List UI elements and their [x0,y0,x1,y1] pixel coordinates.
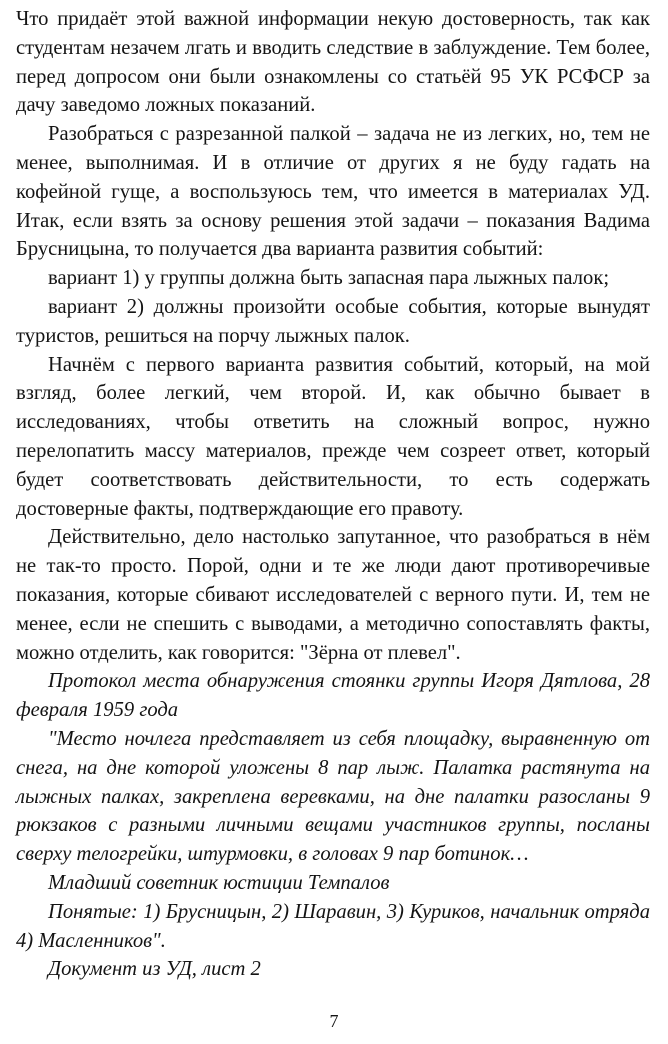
protocol-witnesses: Понятые: 1) Брусницын, 2) Шаравин, 3) Куриков, начальник отряда 4) Масленников". [16,900,650,952]
protocol-quote: "Место ночлега представляет из себя площадку, выравненную от снега, на дне которой уложены 8 пар лыж. Палатка растянута на лыжных палках, закреплена веревками, на дне палатки разосланы 9 рюкзаков с разными личными вещами участников группы, посланы сверху телогрейки, штурмовки, в головах 9 пар ботинок… [16,727,650,866]
paragraph-testimony-credibility: Что придаёт этой важной информации некую достоверность, так как студентам незачем лгать и вводить следствие в заблуждение. Тем более, перед допросом они были ознакомлены со статьёй 95 УК РСФСР за дачу заведомо ложных показаний. [16,8,650,117]
protocol-title: Протокол места обнаружения стоянки группы Игоря Дятлова, 28 февраля 1959 года [16,670,650,722]
paragraph-variant-2: вариант 2) должны произойти особые события, которые вынудят туристов, решиться на порчу лыжных палок. [16,295,650,347]
paragraph-confusing-case: Действительно, дело настолько запутанное, что разобраться в нём не так-то просто. Порой, одни и те же люди дают противоречивые показания, которые сбивают исследователей с верного пути. И, тем не менее, если не спешить с выводами, а методично сопоставлять факты, можно отделить, как говорится: "Зёрна от плевел". [16,526,650,664]
paragraph-variant-1: вариант 1) у группы должна быть запасная пара лыжных палок; [48,267,610,290]
body-text [16,5,650,984]
protocol-signatory: Младший советник юстиции Темпалов [48,871,390,894]
paragraph-cut-stick: Разобраться с разрезанной палкой – задача не из легких, но, тем не менее, выполнимая. И в отличие от других я не буду гадать на кофейной гуще, а воспользуюсь тем, что имеется в материалах УД. Итак, если взять за основу решения этой задачи – показания Вадима Брусницына, то получается два варианта развития событий: [16,123,650,261]
page-number: 7 [329,1011,339,1031]
paragraph-first-variant: Начнём с первого варианта развития событий, который, на мой взгляд, более легкий, чем второй. И, как обычно бывает в исследованиях, чтобы ответить на сложный вопрос, нужно перелопатить массу материалов, прежде чем созреет ответ, который будет соответствовать действительности, то есть содержать достоверные факты, подтверждающие его правоту. [16,353,650,520]
document-source: Документ из УД, лист 2 [48,958,261,981]
